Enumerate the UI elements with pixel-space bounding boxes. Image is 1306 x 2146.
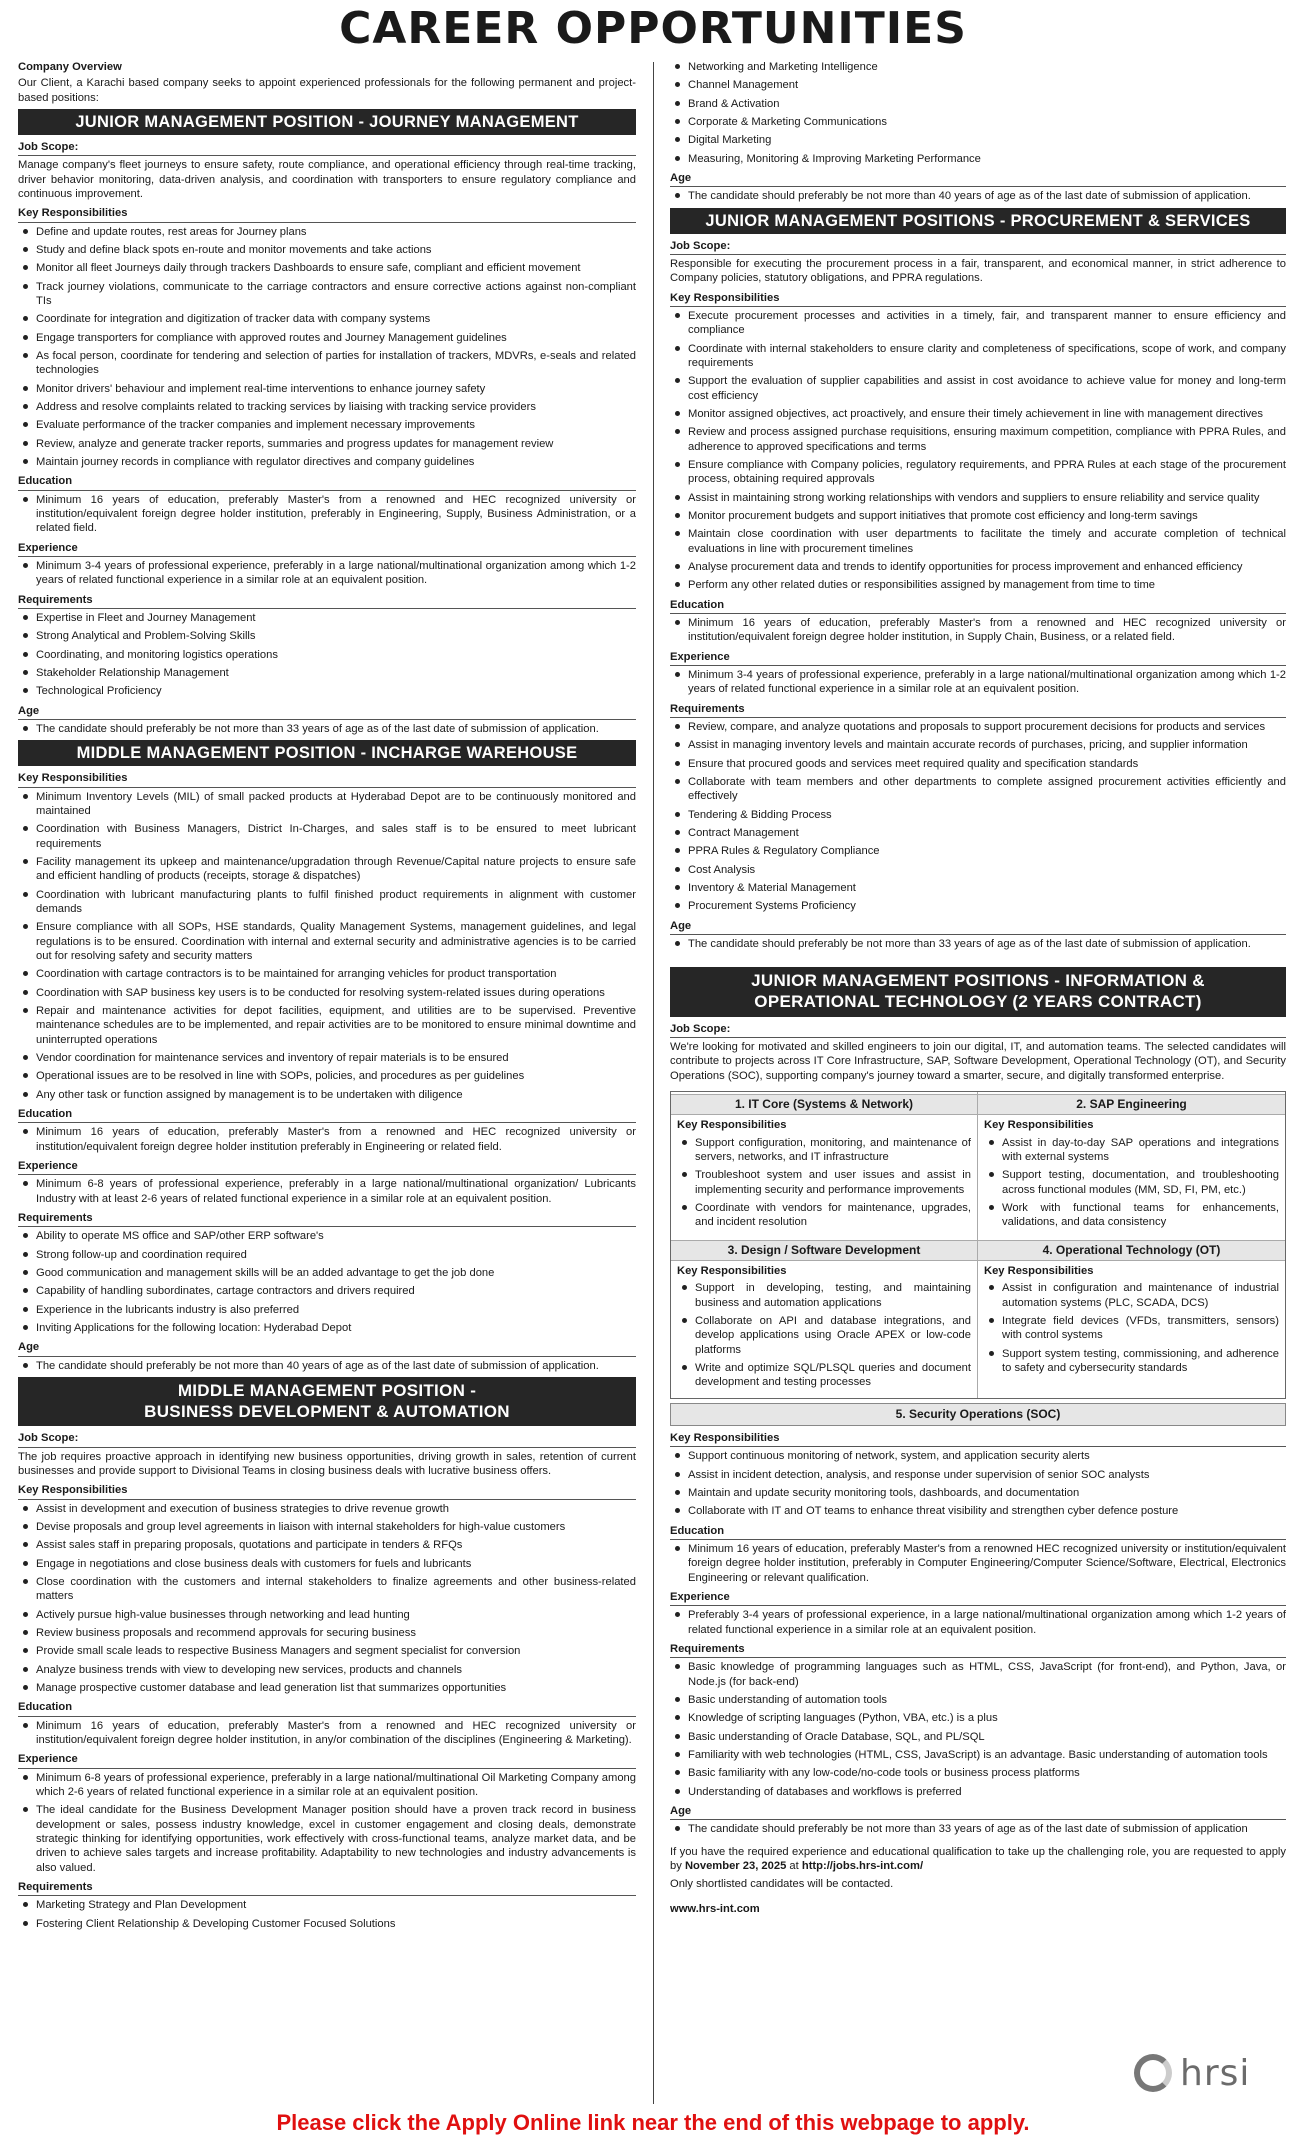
list-item: Basic understanding of Oracle Database, SQL, and PL/SQL xyxy=(670,1730,1286,1744)
list-item: Minimum 16 years of education, preferably Master's from a renowned and HEC recognized university or institution/equivalent foreign degree holder institution, in any/or combination of the disciplines (Engineering & Marketing). xyxy=(18,1719,636,1748)
role-cell xyxy=(978,1238,1285,1398)
column-divider xyxy=(653,62,654,2104)
role-kr-heading: Key Responsibilities xyxy=(984,1265,1094,1277)
list-item: Minimum Inventory Levels (MIL) of small packed products at Hyderabad Depot are to be continuously monitored and maintained xyxy=(18,790,636,819)
role-cell xyxy=(978,1092,1285,1238)
journey-req-heading: Requirements xyxy=(18,593,636,609)
list-item: The candidate should preferably be not more than 33 years of age as of the last date of submission of application. xyxy=(670,937,1286,951)
proc-edu-list xyxy=(670,616,1286,645)
list-item: Maintain journey records in compliance with regulator directives and company guidelines xyxy=(18,455,636,469)
journey-age-list xyxy=(18,722,636,736)
procurement-header: JUNIOR MANAGEMENT POSITIONS - PROCUREMENT & SERVICES xyxy=(670,208,1286,234)
list-item: Evaluate performance of the tracker companies and implement necessary improvements xyxy=(18,418,636,432)
list-item: Coordinate with vendors for maintenance, upgrades, and incident resolution xyxy=(677,1201,971,1230)
list-item: Collaborate on API and database integrations, and develop applications using Oracle APEX or low-code platforms xyxy=(677,1314,971,1357)
list-item: Repair and maintenance activities for depot facilities, equipment, and utilities are to be supervised. Preventive maintenance schedules are to be implemented, and repair activities are to be monitored to ensure minimal downtime and uninterrupted operations xyxy=(18,1004,636,1047)
list-item: Coordination with Business Managers, District In-Charges, and sales staff is to be ensured to meet lubricant requirements xyxy=(18,822,636,851)
list-item: Coordination with cartage contractors is to be maintained for arranging vehicles for product transportation xyxy=(18,967,636,981)
list-item: Minimum 16 years of education, preferably Master's from a renowned and HEC recognized university or institution/equivalent foreign degree holder institution, preferably in Engineering, Supply, Business Administration, or a related field. xyxy=(18,493,636,536)
logo-text: hrsi xyxy=(1180,2053,1251,2094)
list-item: Ensure compliance with Company policies, regulatory requirements, and PPRA Rules at each stage of the procurement process, obtaining required approvals xyxy=(670,458,1286,487)
bd-scope: The job requires proactive approach in identifying new business opportunities, driving growth in sales, retention of current businesses and provide support to Divisional Teams in closing business deals with lucrative business offers. xyxy=(18,1450,636,1477)
warehouse-kr-heading: Key Responsibilities xyxy=(18,771,636,787)
list-item: Preferably 3-4 years of professional experience, in a large national/multinational organization among which 1-2 years of related functional experience in a similar role at an equivalent position. xyxy=(670,1608,1286,1637)
overview-heading: Company Overview xyxy=(18,61,122,73)
apply-mid: at xyxy=(786,1859,802,1872)
list-item: Basic familiarity with any low-code/no-code tools or business process platforms xyxy=(670,1766,1286,1780)
soc-kr-list xyxy=(670,1449,1286,1518)
list-item: Any other task or function assigned by management is to be undertaken with diligence xyxy=(18,1088,636,1102)
overview-text: Our Client, a Karachi based company seeks to appoint experienced professionals for the following permanent and project-based positions: xyxy=(18,77,636,104)
list-item: Actively pursue high-value businesses through networking and lead hunting xyxy=(18,1608,636,1622)
warehouse-edu-list xyxy=(18,1125,636,1154)
list-item: Strong Analytical and Problem-Solving Skills xyxy=(18,629,636,643)
role-cell xyxy=(671,1238,978,1398)
it-age-list xyxy=(670,1822,1286,1836)
role-kr-heading: Key Responsibilities xyxy=(984,1119,1094,1132)
hrsi-logo xyxy=(1134,2052,1284,2098)
journey-kr-heading: Key Responsibilities xyxy=(18,206,636,222)
it-edu-heading: Education xyxy=(670,1524,1286,1540)
proc-edu-heading: Education xyxy=(670,598,1286,614)
warehouse-exp-list xyxy=(18,1177,636,1206)
list-item: Experience in the lubricants industry is also preferred xyxy=(18,1303,636,1317)
list-item: Write and optimize SQL/PLSQL queries and document development and testing processes xyxy=(677,1361,971,1390)
list-item: Strong follow-up and coordination required xyxy=(18,1248,636,1262)
list-item: Monitor procurement budgets and support initiatives that promote cost efficiency and long-term savings xyxy=(670,509,1286,523)
journey-exp-heading: Experience xyxy=(18,541,636,557)
list-item: Ensure that procured goods and services meet required quality and specification standards xyxy=(670,757,1286,771)
proc-age-heading: Age xyxy=(670,919,1286,935)
it-ot-header xyxy=(670,967,1286,1016)
list-item: Digital Marketing xyxy=(670,133,1286,147)
journey-scope-heading: Job Scope: xyxy=(18,140,636,156)
it-age-heading: Age xyxy=(670,1804,1286,1820)
it-ot-header-line-2: OPERATIONAL TECHNOLOGY (2 YEARS CONTRACT) xyxy=(754,991,1202,1011)
list-item: Fostering Client Relationship & Developing Customer Focused Solutions xyxy=(18,1917,636,1931)
role-cell xyxy=(671,1092,978,1238)
journey-edu-heading: Education xyxy=(18,474,636,490)
role-title: 3. Design / Software Development xyxy=(671,1240,977,1261)
proc-kr-list xyxy=(670,309,1286,593)
list-item: Cost Analysis xyxy=(670,863,1286,877)
apply-date: November 23, 2025 xyxy=(684,1859,787,1872)
role-kr-list xyxy=(677,1136,971,1230)
it-scope-heading: Job Scope: xyxy=(670,1022,1286,1038)
list-item: Study and define black spots en-route and monitor movements and take actions xyxy=(18,243,636,257)
bd-kr-list xyxy=(18,1502,636,1696)
list-item: Provide small scale leads to respective Business Managers and segment specialist for conversion xyxy=(18,1644,636,1658)
list-item: Minimum 16 years of education, preferably Master's from a renowned and HEC recognized university or institution/equivalent foreign degree holder institution preferably in Engineering or related field. xyxy=(18,1125,636,1154)
list-item: Stakeholder Relationship Management xyxy=(18,666,636,680)
list-item: Monitor assigned objectives, act proactively, and ensure their timely achievement in line with management directives xyxy=(670,407,1286,421)
list-item: Minimum 6-8 years of professional experience, preferably in a large national/multinational organization/ Lubricants Industry with at least 2-6 years of related functional experience in a similar role at an equivalent position. xyxy=(18,1177,636,1206)
list-item: Brand & Activation xyxy=(670,97,1286,111)
proc-age-list xyxy=(670,937,1286,951)
list-item: Ensure compliance with all SOPs, HSE standards, Quality Management Systems, management guidelines, and legal regulations is to be ensured. Coordination with internal and external security and administrative agencies is to be carried out for resolving safety and security matters xyxy=(18,920,636,963)
journey-edu-list xyxy=(18,493,636,536)
bd-age-heading: Age xyxy=(670,171,1286,187)
apply-link[interactable]: http://jobs.hrs-int.com/ xyxy=(801,1859,924,1872)
list-item: Marketing Strategy and Plan Development xyxy=(18,1898,636,1912)
list-item: Procurement Systems Proficiency xyxy=(670,899,1286,913)
list-item: Inviting Applications for the following location: Hyderabad Depot xyxy=(18,1321,636,1335)
role-title: 2. SAP Engineering xyxy=(978,1094,1285,1115)
warehouse-age-heading: Age xyxy=(18,1340,636,1356)
list-item: Support continuous monitoring of network, system, and application security alerts xyxy=(670,1449,1286,1463)
it-req-list xyxy=(670,1660,1286,1799)
bd-exp-list xyxy=(18,1771,636,1875)
role-kr-list xyxy=(984,1281,1279,1375)
right-column xyxy=(670,60,1286,1916)
list-item: Coordinate with internal stakeholders to ensure clarity and completeness of specifications, scope of work, and company requirements xyxy=(670,342,1286,371)
list-item: Minimum 3-4 years of professional experience, preferably in a large national/multinational organization among which 1-2 years of related functional experience in a similar role at an equivalent position. xyxy=(670,668,1286,697)
bd-scope-heading: Job Scope: xyxy=(18,1431,636,1447)
list-item: Assist in day-to-day SAP operations and integrations with external systems xyxy=(984,1136,1279,1165)
warehouse-edu-heading: Education xyxy=(18,1107,636,1123)
list-item: Assist sales staff in preparing proposals, quotations and participate in tenders & RFQs xyxy=(18,1538,636,1552)
list-item: Basic knowledge of programming languages such as HTML, CSS, JavaScript (for front-end), and Python, Java, or Node.js (for back-end) xyxy=(670,1660,1286,1689)
list-item: Work with functional teams for enhancements, validations, and data consistency xyxy=(984,1201,1279,1230)
list-item: Assist in maintaining strong working relationships with vendors and suppliers to ensure reliability and service quality xyxy=(670,491,1286,505)
list-item: Vendor coordination for maintenance services and inventory of repair materials is to be ensured xyxy=(18,1051,636,1065)
list-item: Minimum 16 years of education, preferably Master's from a renowned HEC recognized university or institution/equivalent foreign degree holder institution, preferably in Computer Engineering/Computer Science/Software, Electrical, Electronics Engineering or relevant qualification. xyxy=(670,1542,1286,1585)
role-kr-list xyxy=(677,1281,971,1389)
it-roles-grid xyxy=(670,1091,1286,1399)
list-item: The candidate should preferably be not more than 33 years of age as of the last date of submission of application xyxy=(670,1822,1286,1836)
business-development-header xyxy=(18,1377,636,1426)
bd-kr-heading: Key Responsibilities xyxy=(18,1483,636,1499)
role-title: 1. IT Core (Systems & Network) xyxy=(671,1094,977,1115)
role-kr-heading: Key Responsibilities xyxy=(677,1265,787,1277)
list-item: Review, compare, and analyze quotations and proposals to support procurement decisions for products and services xyxy=(670,720,1286,734)
list-item: Close coordination with the customers and internal stakeholders to finalize agreements and other business-related matters xyxy=(18,1575,636,1604)
website-link[interactable]: www.hrs-int.com xyxy=(670,1902,760,1915)
list-item: Collaborate with team members and other departments to complete assigned procurement activities efficiently and effectively xyxy=(670,775,1286,804)
list-item: Familiarity with web technologies (HTML, CSS, JavaScript) is an advantage. Basic understanding of automation tools xyxy=(670,1748,1286,1762)
list-item: Execute procurement processes and activities in a timely, fair, and transparent manner to ensure efficiency and compliance xyxy=(670,309,1286,338)
list-item: Coordination with SAP business key users is to be conducted for resolving system-related issues during operations xyxy=(18,986,636,1000)
list-item: Engage transporters for compliance with approved routes and Journey Management guidelines xyxy=(18,331,636,345)
list-item: Channel Management xyxy=(670,78,1286,92)
warehouse-req-heading: Requirements xyxy=(18,1211,636,1227)
journey-scope: Manage company's fleet journeys to ensure safety, route compliance, and operational efficiency through real-time tracking, driver behavior monitoring, data-driven analysis, and coordination with transporters to ensure regulatory compliance and continuous improvement. xyxy=(18,159,636,201)
journey-kr-list xyxy=(18,225,636,470)
left-column xyxy=(18,60,636,1935)
list-item: Perform any other related duties or responsibilities assigned by management from time to time xyxy=(670,578,1286,592)
it-exp-list xyxy=(670,1608,1286,1637)
journey-management-header: JUNIOR MANAGEMENT POSITION - JOURNEY MANAGEMENT xyxy=(18,109,636,135)
bd-age-list xyxy=(670,189,1286,203)
list-item: Basic understanding of automation tools xyxy=(670,1693,1286,1707)
list-item: Coordinate for integration and digitization of tracker data with company systems xyxy=(18,312,636,326)
list-item: Integrate field devices (VFDs, transmitters, sensors) with control systems xyxy=(984,1314,1279,1343)
soc-title: 5. Security Operations (SOC) xyxy=(670,1403,1286,1426)
list-item: Support testing, documentation, and troubleshooting across functional modules (MM, SD, FI, PM, etc.) xyxy=(984,1168,1279,1197)
role-title: 4. Operational Technology (OT) xyxy=(978,1240,1285,1261)
list-item: Address and resolve complaints related to tracking services by liaising with tracking service providers xyxy=(18,400,636,414)
business-development-header-line-2: BUSINESS DEVELOPMENT & AUTOMATION xyxy=(144,1401,510,1421)
list-item: Manage prospective customer database and lead generation list that summarizes opportunities xyxy=(18,1681,636,1695)
list-item: Support in developing, testing, and maintaining business and automation applications xyxy=(677,1281,971,1310)
list-item: Monitor all fleet Journeys daily through trackers Dashboards to ensure safe, compliant and efficient movement xyxy=(18,261,636,275)
it-exp-heading: Experience xyxy=(670,1590,1286,1606)
list-item: The ideal candidate for the Business Development Manager position should have a proven track record in business development or sales, possess industry knowledge, excel in customer engagement and closing deals, demonstrate strategic thinking for identifying opportunities, work effectively with cross-functional teams, analyze market data, and be driven to achieve sales targets and increase profitability. Adaptability to new technologies and industry advancements is also valued. xyxy=(18,1803,636,1875)
list-item: Networking and Marketing Intelligence xyxy=(670,60,1286,74)
proc-kr-heading: Key Responsibilities xyxy=(670,291,1286,307)
spacer xyxy=(670,955,1286,963)
warehouse-kr-list xyxy=(18,790,636,1102)
bd-req-heading: Requirements xyxy=(18,1880,636,1896)
apply-banner[interactable]: Please click the Apply Online link near the end of this webpage to apply. xyxy=(276,2110,1030,2135)
list-item: Track journey violations, communicate to the carriage contractors and ensure corrective actions against non-compliant TIs xyxy=(18,280,636,309)
list-item: Minimum 16 years of education, preferably Master's from a renowned and HEC recognized university or institution/equivalent foreign degree holder institution, in Supply Chain, Business, or a related field. xyxy=(670,616,1286,645)
list-item: Coordination with lubricant manufacturing plants to fulfil finished product requirements in alignment with customer demands xyxy=(18,888,636,917)
list-item: Define and update routes, rest areas for Journey plans xyxy=(18,225,636,239)
list-item: Expertise in Fleet and Journey Management xyxy=(18,611,636,625)
it-scope: We're looking for motivated and skilled engineers to join our digital, IT, and automation teams. The selected candidates will contribute to projects across IT Core Infrastructure, SAP, Software Development, Operational Technology (OT), and Security Operations (SOC), supporting company's journey toward a smarter, secure, and digitally transformed enterprise. xyxy=(670,1041,1286,1082)
incharge-warehouse-header: MIDDLE MANAGEMENT POSITION - INCHARGE WAREHOUSE xyxy=(18,740,636,766)
business-development-header-line-1: MIDDLE MANAGEMENT POSITION - xyxy=(177,1380,477,1400)
list-item: Review and process assigned purchase requisitions, ensuring maximum competition, compliance with PPRA Rules, and adherence to approved specifications and terms xyxy=(670,425,1286,454)
proc-scope: Responsible for executing the procurement process in a fair, transparent, and economical manner, in strict adherence to Company policies, statutory obligations, and PPRA regulations. xyxy=(670,258,1286,285)
list-item: The candidate should preferably be not more than 33 years of age as of the last date of submission of application. xyxy=(18,722,636,736)
shortlist-note: Only shortlisted candidates will be contacted. xyxy=(670,1878,894,1891)
warehouse-age-list xyxy=(18,1359,636,1373)
logo-ring-icon xyxy=(1134,2054,1172,2092)
list-item: Contract Management xyxy=(670,826,1286,840)
list-item: Inventory & Material Management xyxy=(670,881,1286,895)
bd-req-list xyxy=(18,1898,636,1931)
warehouse-req-list xyxy=(18,1229,636,1335)
journey-age-heading: Age xyxy=(18,704,636,720)
list-item: Support system testing, commissioning, and adherence to safety and cybersecurity standards xyxy=(984,1347,1279,1376)
bd-req-list-continued xyxy=(670,60,1286,166)
proc-req-heading: Requirements xyxy=(670,702,1286,718)
list-item: Minimum 3-4 years of professional experience, preferably in a large national/multinational organization among which 1-2 years of related functional experience in a similar role at an equivalent position. xyxy=(18,559,636,588)
it-ot-header-line-1: JUNIOR MANAGEMENT POSITIONS - INFORMATION & xyxy=(751,971,1205,991)
journey-exp-list xyxy=(18,559,636,588)
role-kr-heading: Key Responsibilities xyxy=(677,1119,787,1132)
list-item: Maintain close coordination with user departments to facilitate the timely and accurate completion of technical evaluations in line with procurement timelines xyxy=(670,527,1286,556)
list-item: Knowledge of scripting languages (Python, VBA, etc.) is a plus xyxy=(670,1711,1286,1725)
list-item: Capability of handling subordinates, cartage contractors and drivers required xyxy=(18,1284,636,1298)
apply-pre: If you have the required experience and educational qualification to take up the challenging role, you are requested to apply by xyxy=(670,1845,1286,1872)
list-item: Minimum 6-8 years of professional experience, preferably in a large national/multinational Oil Marketing Company among which 2-6 years of related functional experience in a similar role at an equivalent position. xyxy=(18,1771,636,1800)
proc-scope-heading: Job Scope: xyxy=(670,239,1286,255)
list-item: Coordinating, and monitoring logistics operations xyxy=(18,648,636,662)
list-item: Engage in negotiations and close business deals with customers for fuels and lubricants xyxy=(18,1557,636,1571)
proc-req-list xyxy=(670,720,1286,914)
list-item: PPRA Rules & Regulatory Compliance xyxy=(670,844,1286,858)
list-item: Technological Proficiency xyxy=(18,684,636,698)
list-item: The candidate should preferably be not more than 40 years of age as of the last date of submission of application. xyxy=(18,1359,636,1373)
list-item: Ability to operate MS office and SAP/other ERP software's xyxy=(18,1229,636,1243)
list-item: Troubleshoot system and user issues and assist in implementing security and performance improvements xyxy=(677,1168,971,1197)
page-title: CAREER OPPORTUNITIES xyxy=(339,3,967,54)
bd-edu-heading: Education xyxy=(18,1700,636,1716)
list-item: Facility management its upkeep and maintenance/upgradation through Revenue/Capital nature projects to ensure safe and efficient handling of products (receipts, storage & dispatches) xyxy=(18,855,636,884)
soc-kr-heading: Key Responsibilities xyxy=(670,1431,1286,1447)
list-item: Analyse procurement data and trends to identify opportunities for process improvement and enhanced efficiency xyxy=(670,560,1286,574)
warehouse-exp-heading: Experience xyxy=(18,1159,636,1175)
list-item: Collaborate with IT and OT teams to enhance threat visibility and strengthen cyber defence posture xyxy=(670,1504,1286,1518)
list-item: Assist in development and execution of business strategies to drive revenue growth xyxy=(18,1502,636,1516)
journey-req-list xyxy=(18,611,636,699)
bd-edu-list xyxy=(18,1719,636,1748)
list-item: Monitor drivers' behaviour and implement real-time interventions to enhance journey safety xyxy=(18,382,636,396)
list-item: Assist in managing inventory levels and maintain accurate records of purchases, pricing, and supplier information xyxy=(670,738,1286,752)
bd-exp-heading: Experience xyxy=(18,1752,636,1768)
list-item: Maintain and update security monitoring tools, dashboards, and documentation xyxy=(670,1486,1286,1500)
list-item: Good communication and management skills will be an added advantage to get the job done xyxy=(18,1266,636,1280)
list-item: Review, analyze and generate tracker reports, summaries and progress updates for management review xyxy=(18,437,636,451)
list-item: Devise proposals and group level agreements in liaison with internal stakeholders for high-value customers xyxy=(18,1520,636,1534)
list-item: The candidate should preferably be not more than 40 years of age as of the last date of submission of application. xyxy=(670,189,1286,203)
list-item: Assist in configuration and maintenance of industrial automation systems (PLC, SCADA, DCS) xyxy=(984,1281,1279,1310)
list-item: Support configuration, monitoring, and maintenance of servers, networks, and IT infrastructure xyxy=(677,1136,971,1165)
list-item: Measuring, Monitoring & Improving Marketing Performance xyxy=(670,152,1286,166)
list-item: Assist in incident detection, analysis, and response under supervision of senior SOC analysts xyxy=(670,1468,1286,1482)
it-edu-list xyxy=(670,1542,1286,1585)
proc-exp-list xyxy=(670,668,1286,697)
list-item: Understanding of databases and workflows is preferred xyxy=(670,1785,1286,1799)
role-kr-list xyxy=(984,1136,1279,1230)
list-item: Support the evaluation of supplier capabilities and assist in cost avoidance to achieve value for money and long-term cost efficiency xyxy=(670,374,1286,403)
it-req-heading: Requirements xyxy=(670,1642,1286,1658)
list-item: Corporate & Marketing Communications xyxy=(670,115,1286,129)
list-item: Operational issues are to be resolved in line with SOPs, policies, and procedures as per guidelines xyxy=(18,1069,636,1083)
proc-exp-heading: Experience xyxy=(670,650,1286,666)
list-item: Tendering & Bidding Process xyxy=(670,808,1286,822)
list-item: As focal person, coordinate for tendering and selection of parties for installation of trackers, MDVRs, e-seals and related technologies xyxy=(18,349,636,378)
list-item: Review business proposals and recommend approvals for securing business xyxy=(18,1626,636,1640)
list-item: Analyze business trends with view to developing new services, products and channels xyxy=(18,1663,636,1677)
apply-instructions xyxy=(670,1845,1286,1874)
